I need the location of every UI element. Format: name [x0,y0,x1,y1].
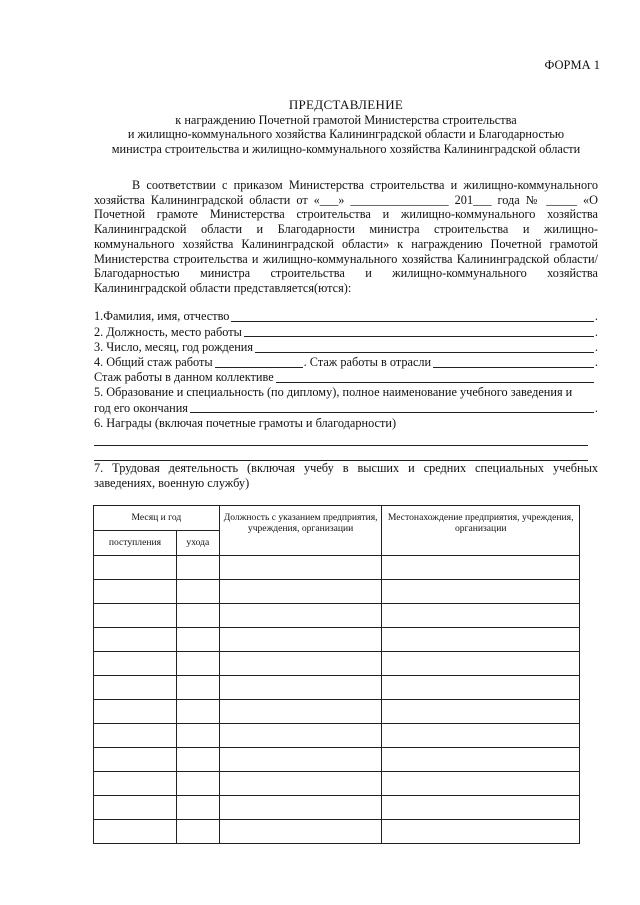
field-graduation-year [94,400,598,415]
field-team-experience-blank[interactable] [276,372,594,383]
header-entry: поступления [94,531,177,556]
field-full-name-label: 1.Фамилия, имя, отчество [94,309,230,324]
table-row[interactable] [94,700,580,724]
document-heading [60,98,632,156]
field-industry-experience-label: . Стаж работы в отрасли [303,355,432,370]
heading-line-2: и жилищно-коммунального хозяйства Калининградской области и Благодарностью [127,127,565,141]
table-row[interactable] [94,556,580,580]
field-awards [94,415,598,430]
field-experience [94,355,598,370]
field-awards-blank-2[interactable] [94,446,588,461]
table-row[interactable] [94,580,580,604]
field-position [94,324,598,339]
heading-line-3: министра строительства и жилищно-коммунального хозяйства Калининградской области [111,141,581,156]
table-row[interactable] [94,772,580,796]
field-end-period: . [594,355,598,370]
field-awards-label: 6. Награды (включая почетные грамоты и благодарности) [94,415,397,430]
field-end-period: . [594,324,598,339]
header-position: Должность с указанием предприятия, учреждения, организации [219,506,382,556]
field-end-period: . [594,400,598,415]
field-full-name [94,309,598,324]
document-title: ПРЕДСТАВЛЕНИЕ [288,97,404,112]
header-exit: ухода [176,531,219,556]
table-row[interactable] [94,748,580,772]
field-birth-date [94,339,598,354]
work-history-section [94,461,598,491]
field-full-name-blank[interactable] [231,311,593,322]
field-team-experience-label: Стаж работы в данном коллективе [94,370,274,385]
table-row[interactable] [94,604,580,628]
field-total-experience-blank[interactable] [215,357,303,368]
header-month-year: Месяц и год [94,506,220,531]
table-row[interactable] [94,652,580,676]
table-row[interactable] [94,820,580,844]
field-birth-date-label: 3. Число, месяц, год рождения [94,339,254,354]
form-number: ФОРМА 1 [544,58,600,72]
table-row[interactable] [94,628,580,652]
field-position-blank[interactable] [244,326,594,337]
table-row[interactable] [94,796,580,820]
field-education-label: 5. Образование и специальность (по диплому), полное наименование учебного заведения и [94,385,573,400]
field-graduation-year-blank[interactable] [190,402,594,413]
field-industry-experience-blank[interactable] [433,357,594,368]
field-end-period: . [594,339,598,354]
field-position-label: 2. Должность, место работы [94,324,242,339]
table-row[interactable] [94,724,580,748]
header-location: Местонахождение предприятия, учреждения, организации [382,506,580,556]
field-end-period: . [594,309,598,324]
field-graduation-year-label: год его окончания [94,400,188,415]
work-history-title: 7. Трудовая деятельность (включая учебу в высших и средних специальных учебных заведениях, военную службу) [94,461,598,490]
field-team-experience [94,370,598,385]
intro-paragraph [94,178,598,296]
table-row[interactable] [94,676,580,700]
nomination-fields [94,309,598,461]
intro-text: В соответствии с приказом Министерства строительства и жилищно-коммунального хозяйства Калининградской области от «___» ________________ 201___ года № _____ «О Почетной грамоте Министерства строительства и жилищно-коммунального хозяйства Калининградской области и Благодарности министра строительства и жилищно-коммунального хозяйства Калининградской области» к награждению Почетной грамотой Министерства строительства и жилищно-коммунального хозяйства Калининградской области/Благодарностью министра строительства и жилищно-коммунального хозяйства Калининградской области представляется(ются): [94,178,598,295]
field-awards-blank-1[interactable] [94,431,588,446]
work-history-table [93,505,580,844]
field-education [94,385,598,400]
field-birth-date-blank[interactable] [255,342,594,353]
heading-line-1: к награждению Почетной грамотой Министерства строительства [175,112,517,127]
field-total-experience-label: 4. Общий стаж работы [94,355,213,370]
table-header-row [94,506,580,531]
